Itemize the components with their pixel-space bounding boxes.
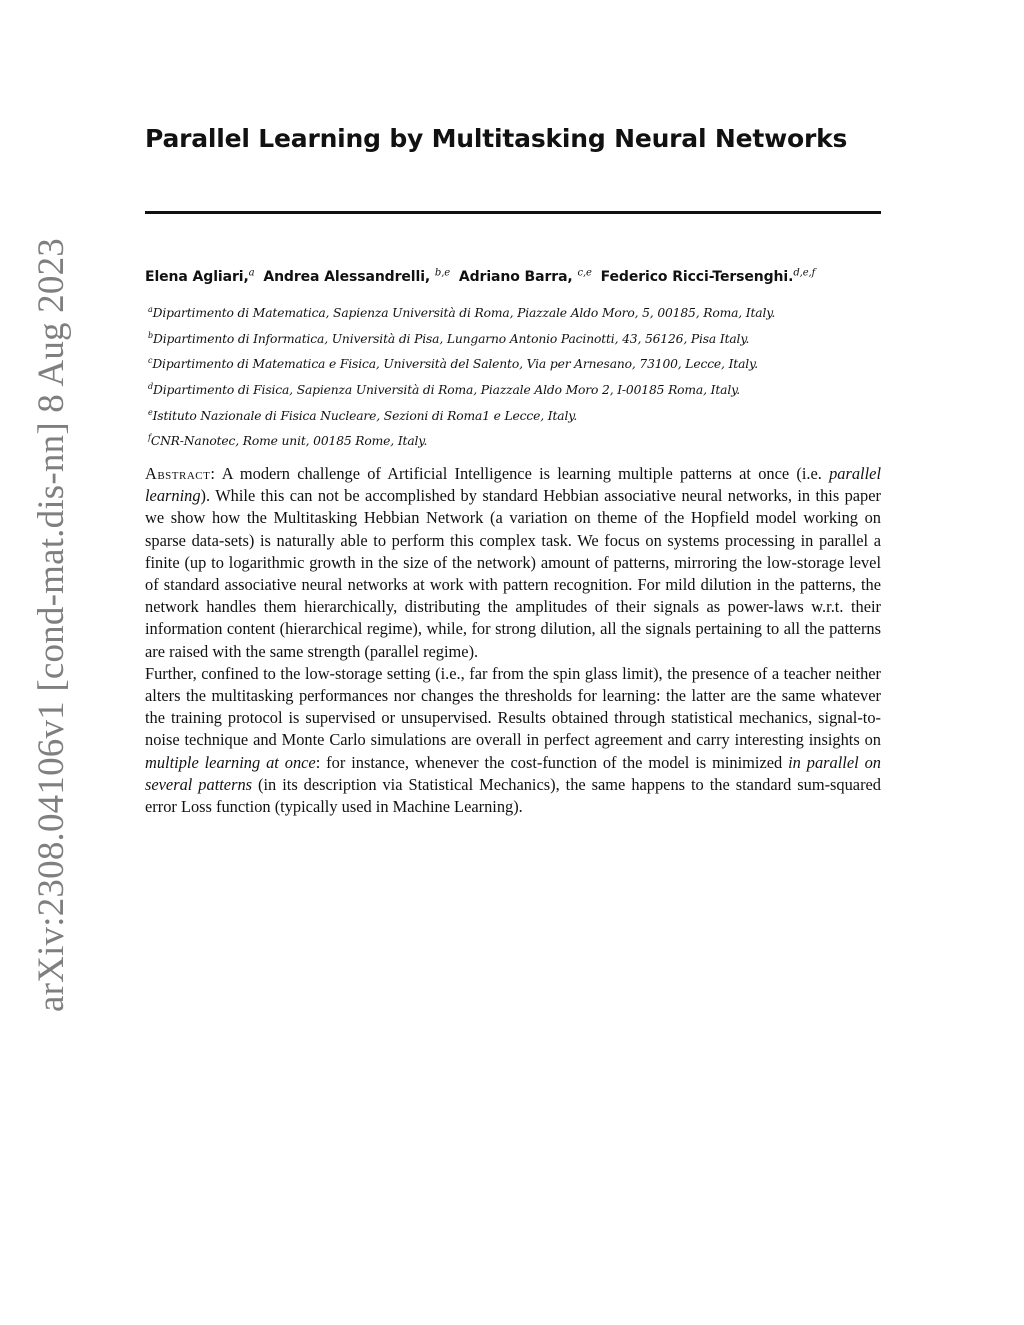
affiliation: $^e$Istituto Nazionale di Fisica Nucleare, Sezioni di Roma1 e Lecce, Italy. (148, 407, 578, 423)
abstract-paragraph: Further, confined to the low-storage setting (i.e., far from the spin glass limit), the presence of a teacher neither alters the multitasking performances nor changes the thresholds for learning: the latter are the same whatever the training protocol is supervised or unsupervised. Results obtained through statistical mechanics, signal-to-noise technique and Monte Carlo simulations are overall in perfect agreement and carry interesting insights on multiple learning at once: for instance, whenever the cost-function of the model is minimized in parallel on several patterns (in its description via Statistical Mechanics), the same happens to the standard sum-squared error Loss function (typically used in Machine Learning). (145, 663, 882, 817)
title-rule (145, 211, 881, 214)
affiliation: $^b$Dipartimento di Informatica, Università di Pisa, Lungarno Antonio Pacinotti, 43, 56126, Pisa Italy. (148, 330, 750, 346)
affiliation: $^c$Dipartimento di Matematica e Fisica, Università del Salento, Via per Arnesano, 73100, Lecce, Italy. (148, 356, 758, 372)
affiliation: $^f$CNR-Nanotec, Rome unit, 00185 Rome, Italy. (148, 433, 428, 449)
affiliation: $^d$Dipartimento di Fisica, Sapienza Università di Roma, Piazzale Aldo Moro 2, I-00185 Roma, Italy. (148, 382, 741, 398)
author-list (145, 267, 819, 285)
author: Elena Agliari,$^a$ (145, 267, 255, 285)
arxiv-identifier: arXiv:2308.04106v1 [cond-mat.dis-nn] 8 Aug 2023 (31, 238, 72, 1012)
abstract (145, 463, 881, 818)
author: Federico Ricci-Tersenghi.$^{d,e,f}$ (600, 267, 816, 285)
affiliation: $^a$Dipartimento di Matematica, Sapienza Università di Roma, Piazzale Aldo Moro, 5, 00185, Roma, Italy. (148, 305, 776, 321)
affiliation-list (148, 299, 775, 453)
paper-title: Parallel Learning by Multitasking Neural Networks (145, 124, 848, 153)
abstract-label: Abstract: (145, 464, 216, 483)
abstract-paragraph: Abstract: A modern challenge of Artificial Intelligence is learning multiple patterns at once (i.e. parallel learning). While this can not be accomplished by standard Hebbian associative neural networks, in this paper we show how the Multitasking Hebbian Network (a variation on theme of the Hopfield model working on sparse data-sets) is naturally able to perform this complex task. We focus on systems processing in parallel a finite (up to logarithmic growth in the size of the network) amount of patterns, mirroring the low-storage level of standard associative neural networks at work with pattern recognition. For mild dilution in the patterns, the network handles them hierarchically, distributing the amplitudes of their signals as power-laws w.r.t. their information content (hierarchical regime), while, for strong dilution, all the signals pertaining to all the patterns are raised with the same strength (parallel regime). (145, 464, 881, 661)
author: Andrea Alessandrelli, $^{b,e}$ (263, 267, 451, 285)
author: Adriano Barra, $^{c,e}$ (458, 267, 592, 285)
